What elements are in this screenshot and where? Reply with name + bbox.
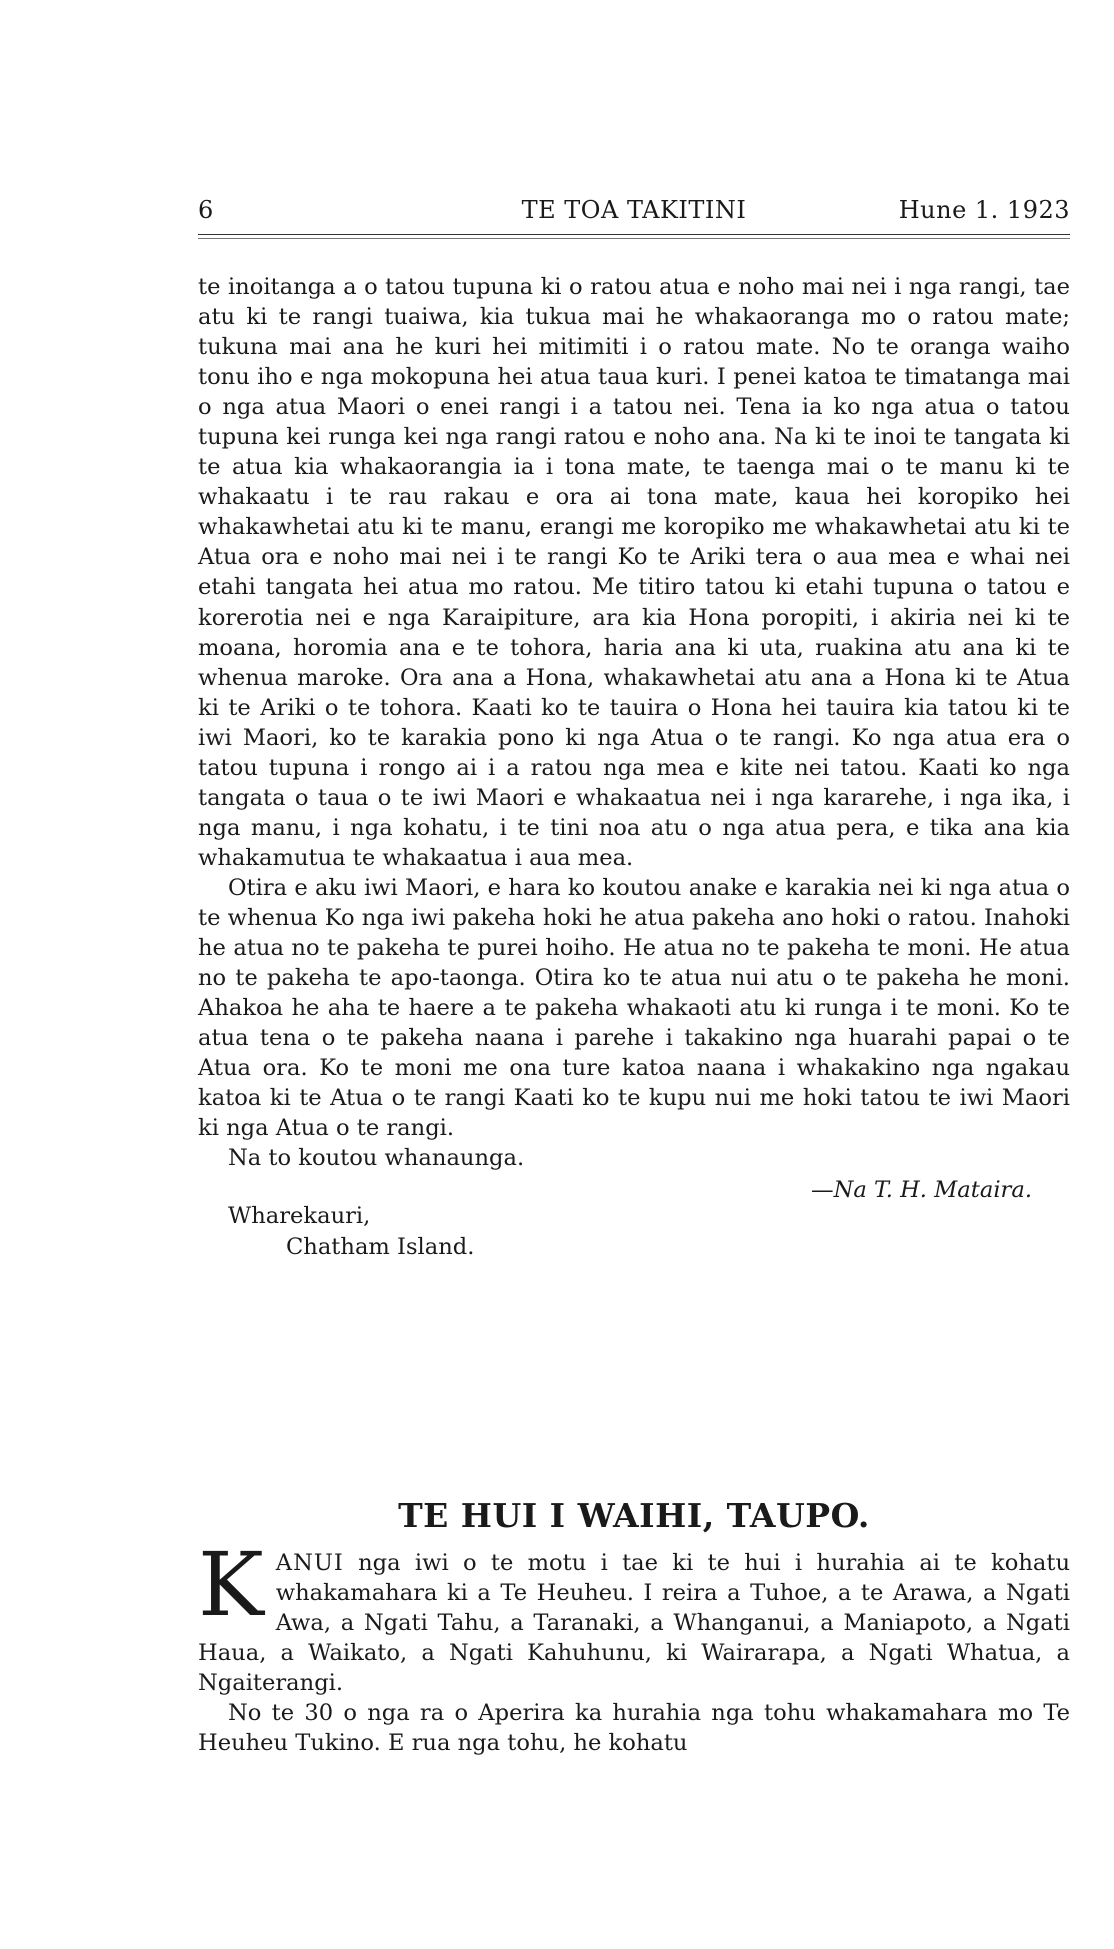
letter-closing: Na to koutou whanaunga.: [228, 1145, 525, 1172]
letter-paragraph-2: Otira e aku iwi Maori, e hara ko koutou anake e karakia nei ki nga atua o te whenua Ko nga iwi pakeha hoki he atua pakeha ano hoki o ratou. Inahoki he atua no te pakeha te purei hoiho. He atua no te pakeha te moni. He atua no te pakeha te apo-taonga. Otira ko te atua nui atu o te pakeha he moni. Ahakoa he aha te haere a te pakeha whakaoti atu ki runga i te moni. Ko te atua tena o te pakeha naana i parehe i takakino nga huarahi papai o te Atua ora. Ko te moni me ona ture katoa naana i whakakino nga ngakau katoa ki te Atua o te rangi Kaati ko te kupu nui me hoki tatou te iwi Maori ki nga Atua o te rangi.: [198, 874, 1070, 1142]
page-number: 6: [198, 196, 214, 224]
header-rule-secondary: [198, 238, 1070, 239]
letter-place-line-1: Wharekauri,: [228, 1203, 371, 1230]
issue-date: Hune 1. 1923: [898, 196, 1070, 224]
article-body: [198, 1533, 1070, 1758]
article-paragraph-1-text: nga iwi o te motu i tae ki te hui i hurahia ai te kohatu whakamahara ki a Te Heuheu. I reira a Tuhoe, a te Arawa, a Ngati Awa, a Ngati Tahu, a Taranaki, a Whanganui, a Maniapoto, a Ngati Haua, a Waikato, a Ngati Kahuhunu, ki Wairarapa, a Ngati Whatua, a Ngaiterangi.: [198, 1550, 1070, 1697]
article-paragraph-2: No te 30 o nga ra o Aperira ka hurahia nga tohu whakamahara mo Te Heuheu Tukino. E rua nga tohu, he kohatu: [198, 1700, 1070, 1757]
document-page: [198, 0, 1070, 1949]
drop-cap: K: [198, 1533, 264, 1636]
running-header: [198, 196, 1070, 232]
article-lead-word: ANUI: [275, 1550, 344, 1576]
article-title: TE HUI I WAIHI, TAUPO.: [398, 1496, 870, 1535]
letter-body: [198, 272, 1070, 1262]
letter-paragraph-1: te inoitanga a o tatou tupuna ki o ratou atua e noho mai nei i nga rangi, tae atu ki te rangi tuaiwa, kia tukua mai he whakaoranga mo o ratou mate; tukuna mai ana he kuri hei mitimiti i o ratou mate. No te oranga waiho tonu iho e nga mokopuna hei atua taua kuri. I penei katoa te timatanga mai o nga atua Maori o enei rangi i a tatou nei. Tena ia ko nga atua o tatou tupuna kei runga kei nga rangi ratou e noho ana. Na ki te inoi te tangata ki te atua kia whakaorangia ia i tona mate, te taenga mai o te manu ki te whakaatu i te rau rakau e ora ai tona mate, kaua hei koropiko hei whakawhetai atu ki te manu, erangi me koropiko me whakawhetai atu ki te Atua ora e noho mai nei i te rangi Ko te Ariki tera o aua mea e whai nei etahi tangata hei atua mo ratou. Me titiro tatou ki etahi tupuna o tatou e korerotia nei e nga Karaipiture, ara kia Hona poropiti, i akiria nei ki te moana, horomia ana e te tohora, haria ana ki uta, ruakina atu ana ki te whenua maroke. Ora ana a Hona, whakawhetai atu ana a Hona ki te Atua ki te Ariki o te tohora. Kaati ko te tauira o Hona hei tauira kia tatou ki te iwi Maori, ko te karakia pono ki nga Atua o te rangi. Ko nga atua era o tatou tupuna i rongo ai i a ratou nga mea e kite nei tatou. Kaati ko nga tangata o taua o te iwi Maori e whakaatua nei i nga kararehe, i nga ika, i nga manu, i nga kohatu, i te tini noa atu o nga atua pera, e tika ana kia whakamutua te whakaatua i aua mea.: [198, 274, 1070, 871]
publication-title: TE TOA TAKITINI: [521, 196, 747, 224]
letter-author: —Na T. H. Mataira.: [810, 1177, 1032, 1204]
header-rule: [198, 234, 1070, 235]
article-paragraph-1: [198, 1533, 1070, 1698]
letter-place-line-2: Chatham Island.: [286, 1233, 475, 1260]
